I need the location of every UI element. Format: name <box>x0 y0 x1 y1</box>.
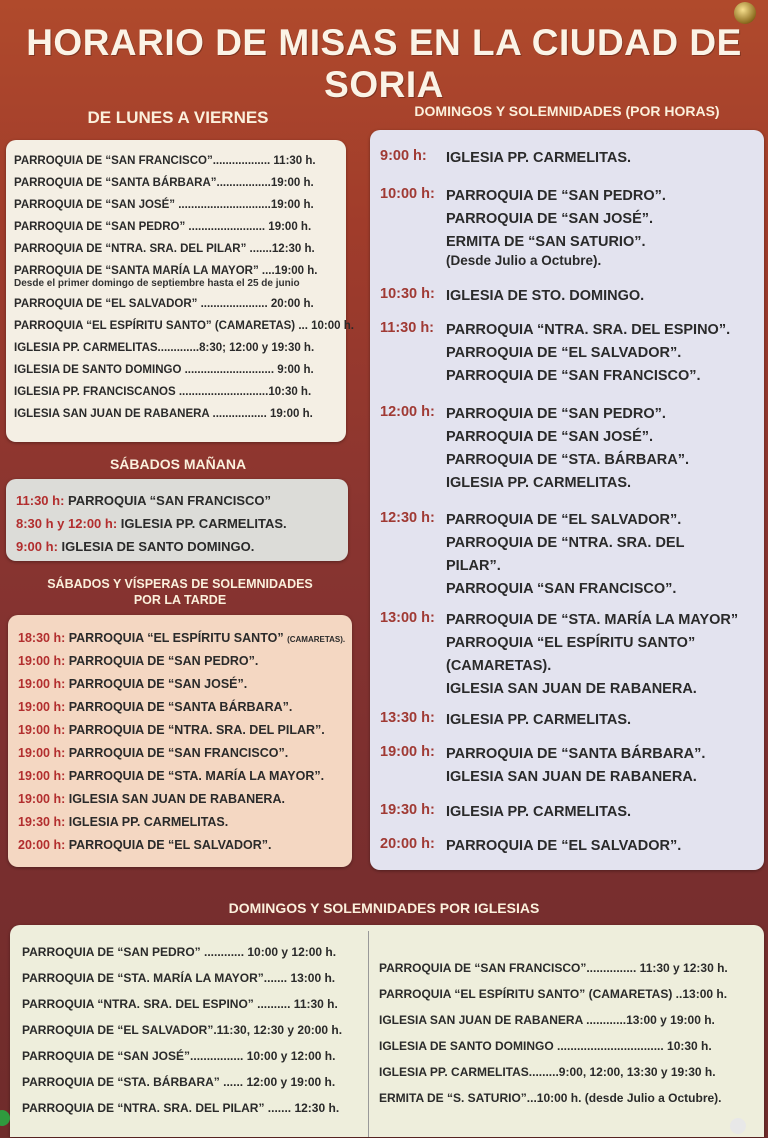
right-column <box>379 955 728 1111</box>
list-item: 11:30 h: PARROQUIA “SAN FRANCISCO” <box>16 493 271 508</box>
list-item: PARROQUIA DE “SAN JOSÉ”................ 10:00 y 12:00 h. <box>22 1049 336 1063</box>
list-item: 19:00 h: IGLESIA SAN JUAN DE RABANERA. <box>18 792 285 806</box>
list-item: 19:00 h: PARROQUIA DE “STA. MARÍA LA MAYOR”. <box>18 769 325 783</box>
saturday-evening-box <box>8 615 352 867</box>
saturday-morning-heading: SÁBADOS MAÑANA <box>109 456 247 472</box>
sunday-churches-box <box>10 925 764 1137</box>
list-item: IGLESIA DE SANTO DOMINGO ................................ 10:30 h. <box>379 1039 712 1053</box>
list-item: 19:00 h: PARROQUIA DE “SAN FRANCISCO”. <box>18 746 289 760</box>
list-item: PARROQUIA DE “SANTA BÁRBARA”.................19:00 h. <box>14 177 314 189</box>
column-divider <box>368 931 369 1137</box>
weekdays-heading: DE LUNES A VIERNES <box>87 108 269 127</box>
list-item: IGLESIA SAN JUAN DE RABANERA ................. 19:00 h. <box>14 408 313 420</box>
list-item: PARROQUIA “NTRA. SRA. DEL ESPINO” .......... 11:30 h. <box>22 997 338 1011</box>
list-item: PARROQUIA DE “SAN FRANCISCO”............... 11:30 y 12:30 h. <box>379 961 728 975</box>
list-item: IGLESIA SAN JUAN DE RABANERA ............13:00 y 19:00 h. <box>379 1013 715 1027</box>
list-item: 18:30 h: PARROQUIA “EL ESPÍRITU SANTO” (CAMARETAS). <box>18 631 346 645</box>
list-item: PARROQUIA DE “SANTA MARÍA LA MAYOR” ....19:00 h. <box>14 265 318 277</box>
saturday-morning-box <box>6 479 348 561</box>
list-item: PARROQUIA “EL ESPÍRITU SANTO” (CAMARETAS) ..13:00 h. <box>379 987 728 1001</box>
list-item: PARROQUIA DE “SAN PEDRO” ........................ 19:00 h. <box>14 221 312 233</box>
green-pushpin <box>0 1110 10 1126</box>
list-item: 19:00 h: PARROQUIA DE “SAN JOSÉ”. <box>18 677 248 691</box>
list-item: IGLESIA PP. CARMELITAS.........9:00, 12:00, 13:30 y 19:30 h. <box>379 1065 716 1079</box>
schedule-note: Desde el primer domingo de septiembre hasta el 25 de junio <box>14 278 300 289</box>
list-item: IGLESIA PP. FRANCISCANOS ............................10:30 h. <box>14 386 312 398</box>
list-item: 9:00 h: IGLESIA DE SANTO DOMINGO. <box>16 539 255 554</box>
list-item: IGLESIA PP. CARMELITAS.............8:30; 12:00 y 19:30 h. <box>14 342 315 354</box>
list-item: 20:00 h: PARROQUIA DE “EL SALVADOR”. <box>18 838 272 852</box>
weekdays-box <box>6 140 354 442</box>
list-item: PARROQUIA DE “EL SALVADOR”.11:30, 12:30 y 20:00 h. <box>22 1023 343 1037</box>
pushpin <box>734 2 756 24</box>
list-item: PARROQUIA DE “NTRA. SRA. DEL PILAR” ....... 12:30 h. <box>22 1101 340 1115</box>
list-item: PARROQUIA DE “SAN JOSÉ” .............................19:00 h. <box>14 199 314 211</box>
list-item: PARROQUIA DE “STA. MARÍA LA MAYOR”....... 13:00 h. <box>22 971 336 985</box>
list-item: 19:30 h: IGLESIA PP. CARMELITAS. <box>18 815 229 829</box>
white-pushpin <box>730 1118 746 1134</box>
sunday-churches-heading: DOMINGOS Y SOLEMNIDADES POR IGLESIAS <box>228 900 540 916</box>
list-item: 19:00 h: PARROQUIA DE “NTRA. SRA. DEL PILAR”. <box>18 723 325 737</box>
list-item: PARROQUIA DE “SAN FRANCISCO”.................. 11:30 h. <box>14 155 316 167</box>
list-item: 8:30 h y 12:00 h: IGLESIA PP. CARMELITAS. <box>16 516 287 531</box>
list-item: PARROQUIA DE “EL SALVADOR” ..................... 20:00 h. <box>14 298 314 310</box>
list-item: PARROQUIA DE “SAN PEDRO” ............ 10:00 y 12:00 h. <box>22 945 337 959</box>
list-item: 19:00 h: PARROQUIA DE “SAN PEDRO”. <box>18 654 259 668</box>
list-item: PARROQUIA DE “STA. BÁRBARA” ...... 12:00 y 19:00 h. <box>22 1075 336 1089</box>
list-item: ERMITA DE “S. SATURIO”...10:00 h. (desde Julio a Octubre). <box>379 1091 722 1105</box>
sunday-hours-heading: DOMINGOS Y SOLEMNIDADES (POR HORAS) <box>414 103 720 119</box>
list-item: PARROQUIA DE “NTRA. SRA. DEL PILAR” .......12:30 h. <box>14 243 315 255</box>
list-item: PARROQUIA “EL ESPÍRITU SANTO” (CAMARETAS) ... 10:00 h. <box>14 320 354 332</box>
list-item: 19:00 h: PARROQUIA DE “SANTA BÁRBARA”. <box>18 700 293 714</box>
saturday-evening-heading: SÁBADOS Y VÍSPERAS DE SOLEMNIDADES POR LA TARDE <box>47 577 313 607</box>
page-title: HORARIO DE MISAS EN LA CIUDAD DE SORIA <box>26 22 742 105</box>
list-item: IGLESIA DE SANTO DOMINGO ............................ 9:00 h. <box>14 364 314 376</box>
left-column <box>22 939 342 1121</box>
sunday-hours-box: 9:00 h: IGLESIA PP. CARMELITAS. 10:00 h: PARROQUIA DE “SAN PEDRO”. PARROQUIA DE “SAN JOSÉ”. ERMITA DE “SAN SATURIO”. (Desde Julio a Octubre). 10:30 h: IGLESIA DE STO. DOMINGO. 11:30 h: PARROQUIA “NTRA. SRA. DEL ESPINO”. PARROQUIA DE “EL SALVADOR”. PARROQUIA DE “SAN FRANCISCO”. 12:00 h: PARROQUIA DE “SAN PEDRO”. PARROQUIA DE “SAN JOSÉ”. PARROQUIA DE “STA. BÁRBARA”. IGLESIA PP. CARMELITAS. 12:30 h: PARROQUIA DE “EL SALVADOR”. PARROQUIA DE “NTRA. SRA. DEL PILAR”. PARROQUIA “SAN FRANCISCO”. 13:00 h: PARROQUIA DE “STA. MARÍA LA MAYOR” PARROQUIA “EL ESPÍRITU SANTO” (CAMARETAS). IGLESIA SAN JUAN DE RABANERA. 13:30 h: IGLESIA PP. CARMELITAS. 19:00 h: PARROQUIA DE “SANTA BÁRBARA”. IGLESIA SAN JUAN DE RABANERA. 19:30 h: IGLESIA PP. CARMELITAS. 20:00 h: PARROQUIA DE “EL SALVADOR”. <box>370 130 764 870</box>
